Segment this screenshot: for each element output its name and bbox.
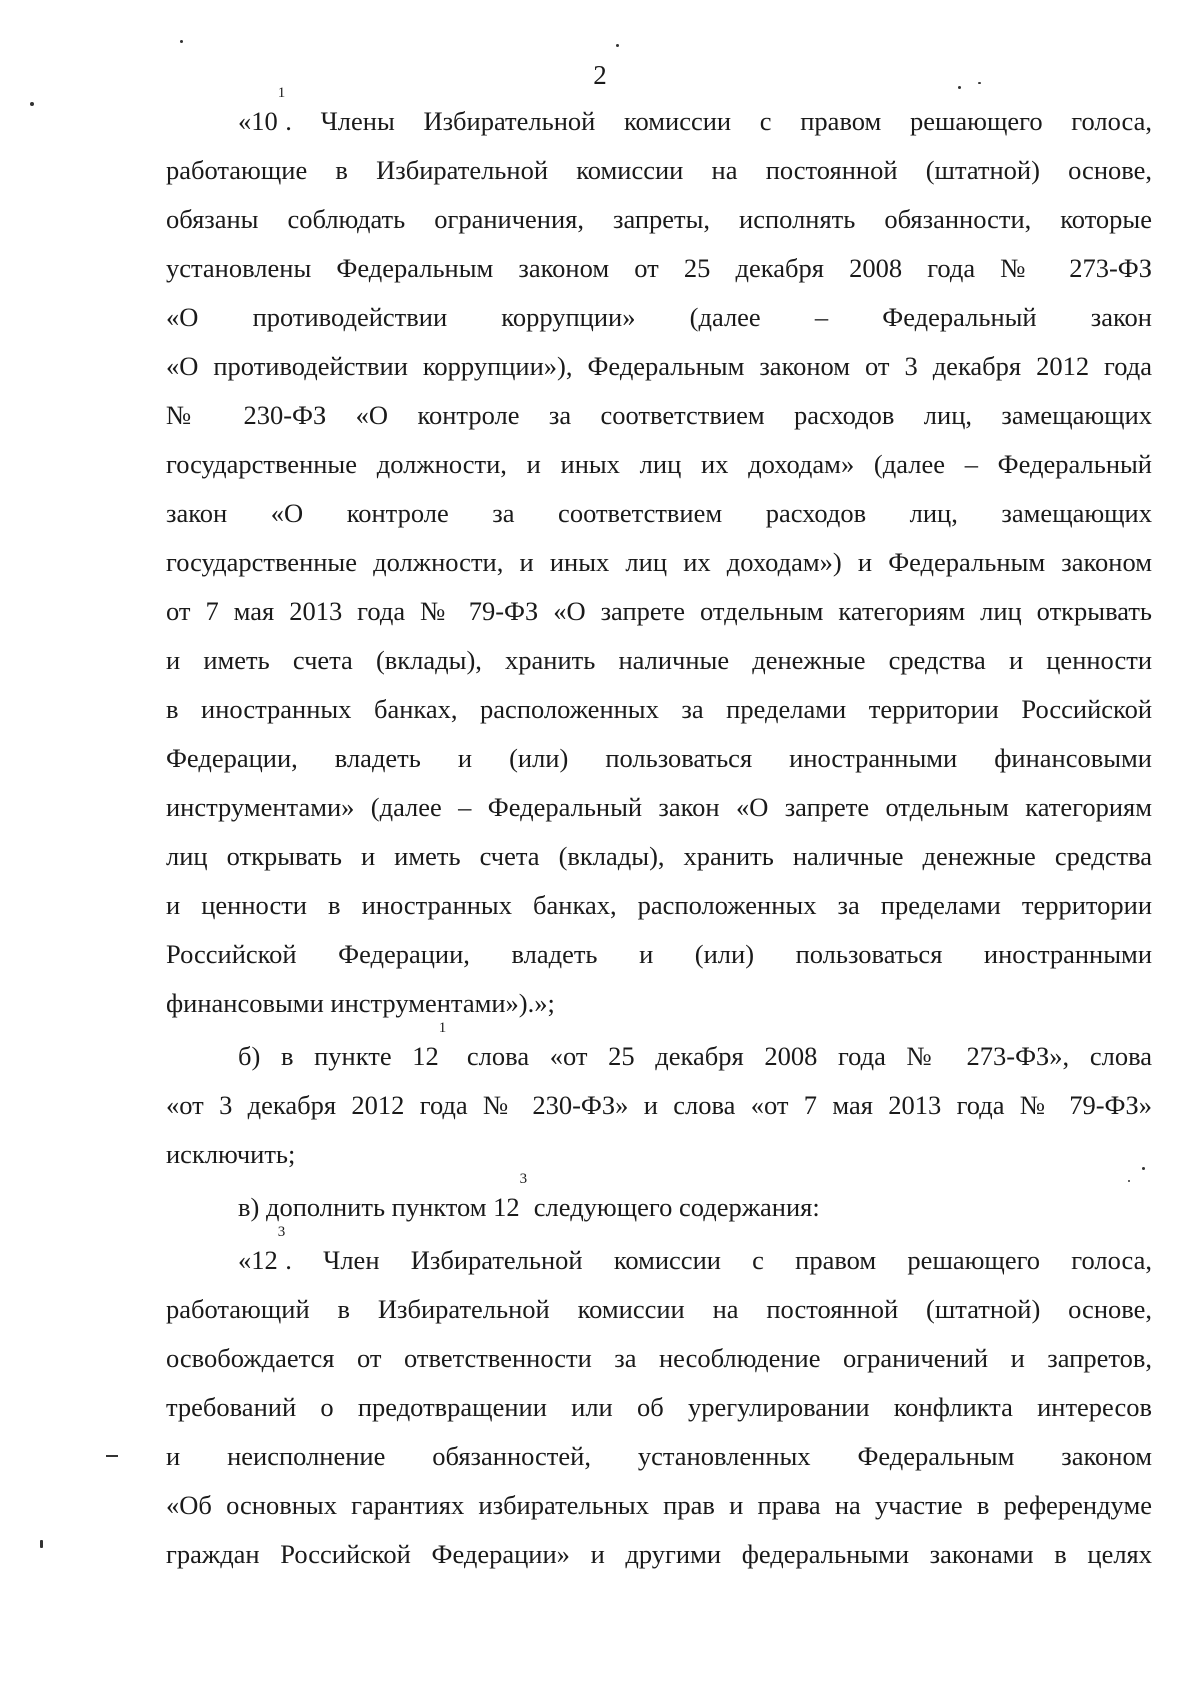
text-line: закон «О контроле за соответствием расходов лиц, замещающих <box>166 498 1152 528</box>
text-line: от 7 мая 2013 года № 79-ФЗ «О запрете отдельным категориям лиц открывать <box>166 596 1152 626</box>
text-line: государственные должности, и иных лиц их доходам») и Федеральным законом <box>166 547 1152 577</box>
text-fragment: следующего содержания: <box>527 1192 820 1222</box>
text-fragment: б) в пункте 12 <box>238 1041 439 1071</box>
paragraph-12-3 <box>166 1224 1152 1579</box>
text-fragment: в) дополнить пунктом 12 <box>238 1192 520 1222</box>
superscript: 3 <box>277 1224 286 1240</box>
text-line: финансовыми инструментами»).»; <box>166 988 555 1018</box>
text-line: граждан Российской Федерации» и другими федеральными законами в целях <box>166 1539 1152 1569</box>
text-line: исключить; <box>166 1139 296 1169</box>
text-fragment: «10 <box>238 106 278 136</box>
text-line: инструментами» (далее – Федеральный закон «О запрете отдельным категориям <box>166 792 1152 822</box>
text-line: установлены Федеральным законом от 25 декабря 2008 года № 273-ФЗ <box>166 253 1152 283</box>
scan-speck <box>616 44 619 47</box>
paragraph-10-1 <box>166 85 1152 1028</box>
page-number: 2 <box>593 60 607 90</box>
scan-speck <box>1142 1167 1145 1170</box>
text-line: требований о предотвращении или об урегулировании конфликта интересов <box>166 1392 1152 1422</box>
text-line: обязаны соблюдать ограничения, запреты, исполнять обязанности, которые <box>166 204 1152 234</box>
text-line: государственные должности, и иных лиц их доходам» (далее – Федеральный <box>166 449 1152 479</box>
text-line <box>166 1020 1152 1081</box>
scan-speck <box>180 40 183 43</box>
text-line: работающий в Избирательной комиссии на постоянной (штатной) основе, <box>166 1294 1152 1324</box>
text-line: Федерации, владеть и (или) пользоваться иностранными финансовыми <box>166 743 1152 773</box>
text-line <box>166 1171 1152 1232</box>
document-body <box>166 85 1152 1579</box>
text-line: и неисполнение обязанностей, установленных Федеральным законом <box>166 1441 1152 1471</box>
superscript: 1 <box>277 85 286 101</box>
text-line: и иметь счета (вклады), хранить наличные денежные средства и ценности <box>166 645 1152 675</box>
scan-speck <box>30 102 34 106</box>
superscript: 3 <box>519 1171 528 1187</box>
text-line: «от 3 декабря 2012 года № 230-ФЗ» и слова «от 7 мая 2013 года № 79-ФЗ» <box>166 1090 1152 1120</box>
text-fragment: . Член Избирательной комиссии с правом решающего голоса, <box>285 1245 1152 1275</box>
text-line: Российской Федерации, владеть и (или) пользоваться иностранными <box>166 939 1152 969</box>
paragraph-v <box>166 1171 1152 1232</box>
scan-speck <box>958 86 961 89</box>
text-line: освобождается от ответственности за несоблюдение ограничений и запретов, <box>166 1343 1152 1373</box>
paragraph-b <box>166 1020 1152 1179</box>
scan-speck <box>40 1540 43 1548</box>
text-fragment: слова «от 25 декабря 2008 года № 273-ФЗ», слова <box>446 1041 1152 1071</box>
text-line: «Об основных гарантиях избирательных прав и права на участие в референдуме <box>166 1490 1152 1520</box>
text-line: и ценности в иностранных банках, расположенных за пределами территории <box>166 890 1152 920</box>
text-line: в иностранных банках, расположенных за пределами территории Российской <box>166 694 1152 724</box>
text-fragment: . Члены Избирательной комиссии с правом решающего голоса, <box>285 106 1152 136</box>
scan-speck <box>1128 1180 1130 1182</box>
text-line: «О противодействии коррупции»), Федеральным законом от 3 декабря 2012 года <box>166 351 1152 381</box>
text-line: «О противодействии коррупции» (далее – Федеральный закон <box>166 302 1152 332</box>
margin-mark <box>106 1455 118 1457</box>
superscript: 1 <box>438 1020 447 1036</box>
text-line: лиц открывать и иметь счета (вклады), хранить наличные денежные средства <box>166 841 1152 871</box>
text-fragment: «12 <box>238 1245 278 1275</box>
text-line: № 230-ФЗ «О контроле за соответствием расходов лиц, замещающих <box>166 400 1152 430</box>
scan-speck <box>978 82 981 84</box>
text-line: работающие в Избирательной комиссии на постоянной (штатной) основе, <box>166 155 1152 185</box>
text-line <box>166 85 1152 146</box>
text-line <box>166 1224 1152 1285</box>
